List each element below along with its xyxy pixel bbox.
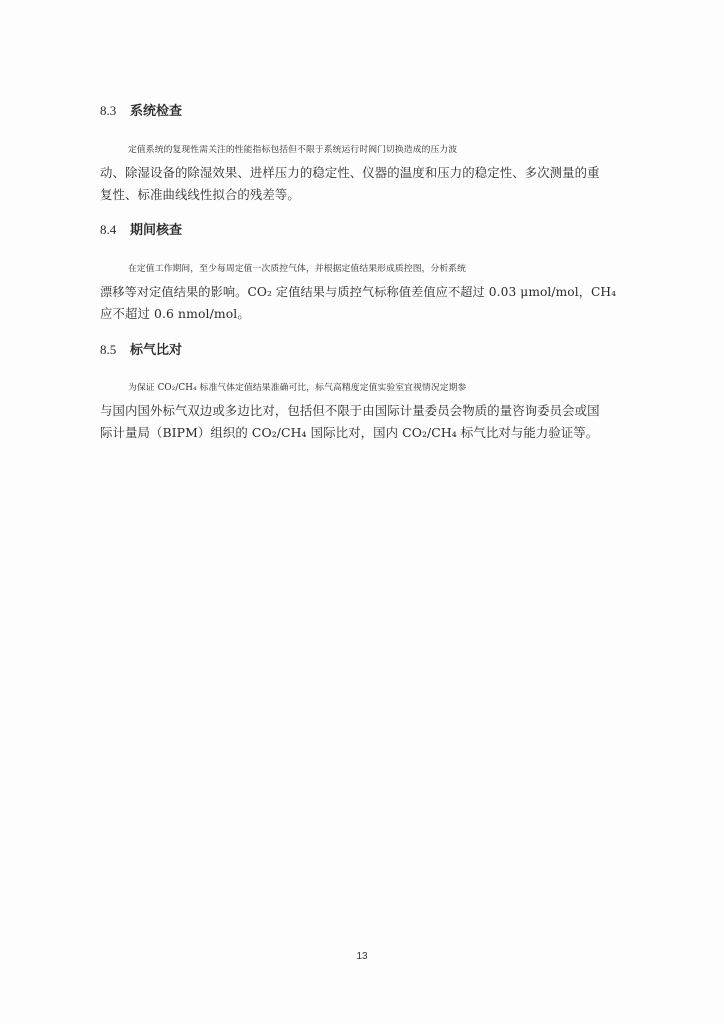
paragraph-line: 际计量局（BIPM）组织的 CO₂/CH₄ 国际比对，国内 CO₂/CH₄ 标气比对与能力验证等。 [100, 425, 599, 440]
section-title: 标气比对 [130, 343, 183, 358]
section-number: 8.5 [100, 342, 117, 357]
section-paragraph [100, 377, 620, 445]
section-8-5 [100, 340, 620, 445]
paragraph-line: 在定值工作期间，至少每周定值一次质控气体，并根据定值结果形成质控图，分析系统 [128, 264, 467, 274]
section-8-4 [100, 220, 620, 326]
paragraph-line: 动、除湿设备的除湿效果、进样压力的稳定性、仪器的温度和压力的稳定性、多次测量的重 [100, 164, 600, 180]
section-title: 系统检查 [130, 104, 183, 119]
section-number: 8.4 [100, 222, 117, 237]
paragraph-line: 应不超过 0.6 nmol/mol。 [100, 306, 250, 321]
paragraph-line: 漂移等对定值结果的影响。CO₂ 定值结果与质控气标称值差值应不超过 0.03 μmol/mol，CH₄ [100, 284, 617, 299]
section-heading [100, 101, 620, 122]
paragraph-line: 复性、标准曲线线性拟合的残差等。 [100, 187, 300, 202]
page-number: 13 [356, 951, 368, 962]
section-title: 期间核查 [130, 223, 183, 238]
section-heading [100, 220, 620, 241]
section-paragraph [100, 258, 620, 326]
section-heading [100, 340, 620, 361]
paragraph-line: 与国内国外标气双边或多边比对，包括但不限于由国际计量委员会物质的量咨询委员会或国 [100, 402, 600, 418]
section-number: 8.3 [100, 103, 117, 118]
section-paragraph [100, 139, 620, 207]
paragraph-line: 定值系统的复现性需关注的性能指标包括但不限于系统运行时阀门切换造成的压力波 [128, 145, 458, 155]
section-8-3 [100, 101, 620, 207]
paragraph-line: 为保证 CO₂/CH₄ 标准气体定值结果准确可比，标气高精度定值实验室宜视情况定期参 [128, 383, 467, 393]
